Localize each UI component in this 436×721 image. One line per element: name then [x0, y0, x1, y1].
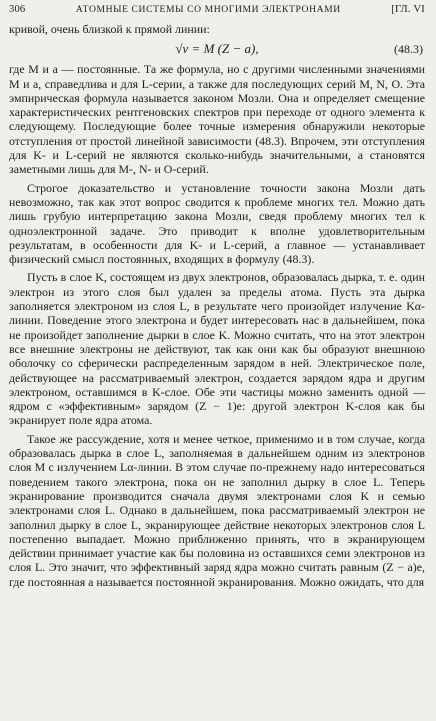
chapter-marker: [ГЛ. VI	[391, 4, 425, 15]
paragraph-interpretation: Строгое доказательство и установление точности закона Мозли дать невозможно, так как этот вопрос сводится к проблеме многих тел. Можно дать лишь грубую интерпретацию закона Мозли, сведя проблему многих тел к одноэлектронной задаче. Это приводит к вполне удовлетворительным результатам, в особенности для K- и L-серий, а главное — устанавливает физический смысл постоянных, входящих в формулу (48.3).	[9, 180, 425, 267]
running-title: АТОМНЫЕ СИСТЕМЫ СО МНОГИМИ ЭЛЕКТРОНАМИ	[75, 4, 341, 15]
paragraph-k-shell: Пусть в слое K, состоящем из двух электронов, образовалась дырка, т. е. один электрон из этого слоя был удален за пределы атома. Пусть эта дырка заполняется электроном из слоя L, в результате чего произойдет излучение Kα-линии. Поведение этого электрона и будет интересовать нас в дальнейшем, пока не произойдет заполнение дырки в слое K. Можно считать, что на этот электрон все внешние электроны не действуют, так как они как бы образуют внешнюю оболочку со сферически распределенным зарядом в ней. Электрическое поле, действующее на рассматриваемый электрон, создается зарядом ядра и другим электроном, оставшимся в K-слое. Обе эти частицы можно заменить одной — ядром с «эффективным» зарядом (Z − 1)e: другой электрон K-слоя как бы экранирует поле ядра атома.	[9, 270, 425, 428]
body-text	[9, 22, 425, 589]
page-number: 306	[9, 4, 26, 15]
running-header	[9, 4, 425, 18]
equation-48-3	[9, 36, 425, 62]
equation-expression: √ν = M (Z − a),	[175, 41, 259, 57]
paragraph-l-shell: Такое же рассуждение, хотя и менее четкое, применимо и в том случае, когда образовалась дырка в слое L, заполняемая в дальнейшем одним из электронов слоя M с излучением Lα-линии. В этом случае по-прежнему надо интересоваться поведением такого электрона, пока он не заполнил дырку в слое L. Теперь экранирование производится сначала двумя электронами слоя K и семью электронами слоя L. Однако в дальнейшем, пока рассматриваемый электрон не заполнил дырку в слое L, экранирующее действие некоторых электронов слоя L постепенно выпадает. Можно приближенно принять, что в экранирующем действии принимает участие как бы половина из оставшихся семи электронов из слоя L. Это значит, что эффективный заряд ядра можно считать равным (Z − a)e, где постоянная a называется постоянной экранирования. Можно ожидать, что для	[9, 431, 425, 589]
paragraph-moseley-law: где M и a — постоянные. Та же формула, но с другими численными значениями M и a, справедлива и для L-серии, а также для последующих серий M, N, O. Эта эмпирическая формула называется законом Мозли. Она и определяет смещение характеристических рентгеновских спектров при переходе от одного элемента к следующему. Последующие более точные измерения обнаружили некоторые отступления от простой линейной зависимости (48.3). Впрочем, эти отступления для K- и L-серий не являются сколько-нибудь значительными, а становятся заметными лишь для M-, N- и O-серий.	[9, 62, 425, 177]
equation-number: (48.3)	[394, 41, 423, 56]
paragraph-intro: кривой, очень близкой к прямой линии:	[9, 22, 210, 36]
